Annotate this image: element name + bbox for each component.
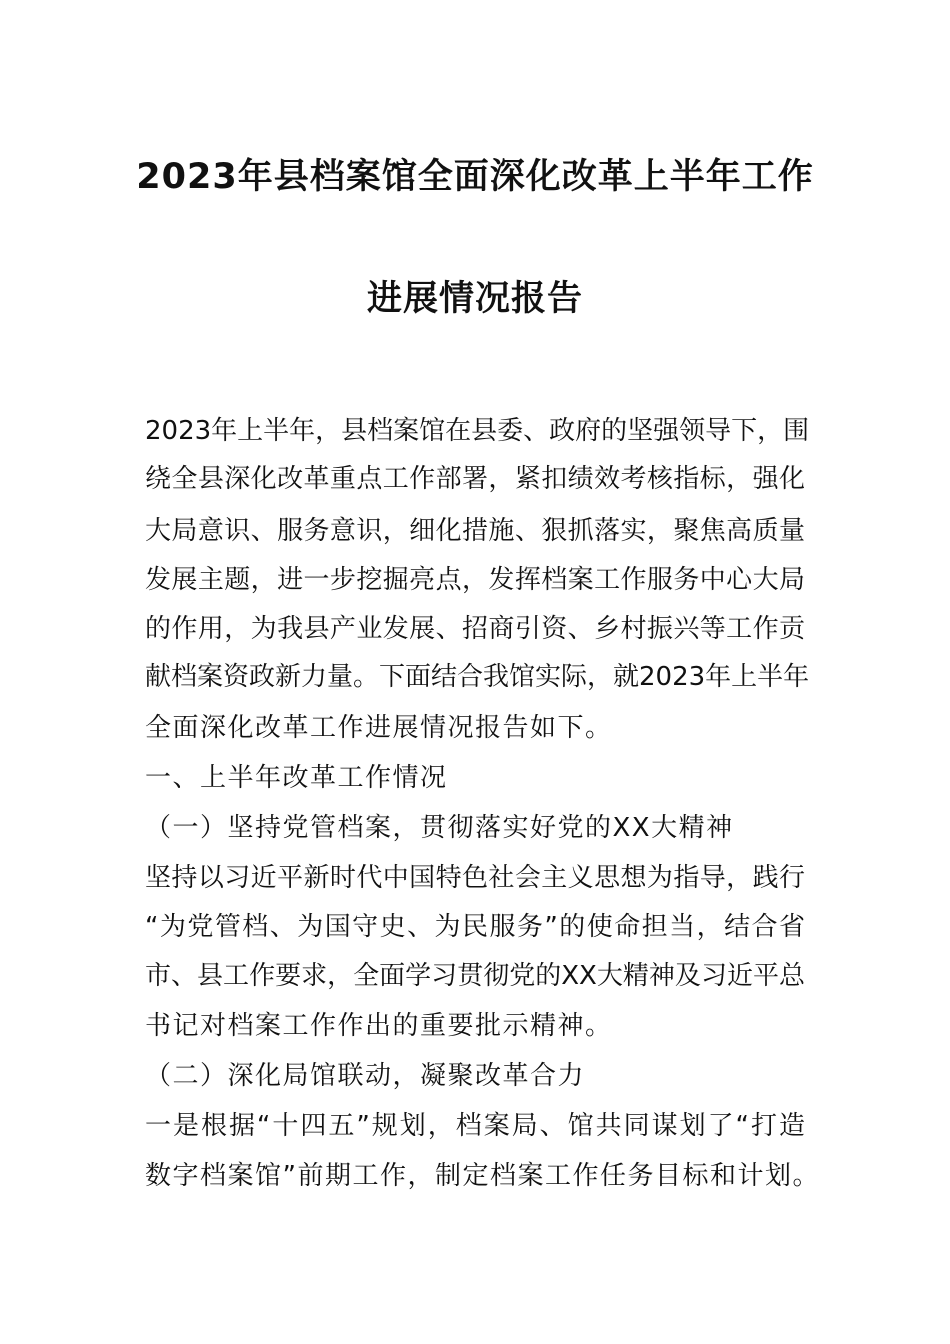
subsection-heading: （二）深化局馆联动，凝聚改革合力 (145, 1061, 586, 1091)
body-line: 献档案资政新力量。下面结合我馆实际，就2023年上半年 (145, 662, 810, 692)
subsection-heading: （一）坚持党管档案，贯彻落实好党的XX大精神 (145, 813, 734, 843)
body-line: 全面深化改革工作进展情况报告如下。 (145, 713, 613, 743)
document-title-line-2: 进展情况报告 (366, 279, 583, 319)
body-line: 一是根据“十四五”规划，档案局、馆共同谋划了“打造 (145, 1111, 805, 1141)
document-title-line-1: 2023年县档案馆全面深化改革上半年工作 (136, 157, 814, 197)
body-line: 市、县工作要求，全面学习贯彻党的XX大精神及习近平总 (145, 961, 805, 991)
body-line: 发展主题，进一步挖掘亮点，发挥档案工作服务中心大局 (145, 565, 805, 595)
body-line: 大局意识、服务意识，细化措施、狠抓落实，聚焦高质量 (145, 516, 805, 546)
body-line: 坚持以习近平新时代中国特色社会主义思想为指导，践行 (145, 863, 805, 893)
body-line: 2023年上半年，县档案馆在县委、政府的坚强领导下，围 (145, 416, 810, 446)
body-line: 绕全县深化改革重点工作部署，紧扣绩效考核指标，强化 (145, 464, 805, 494)
body-line: “为党管档、为国守史、为民服务”的使命担当，结合省 (145, 912, 805, 942)
body-line: 的作用，为我县产业发展、招商引资、乡村振兴等工作贡 (145, 614, 805, 644)
section-heading: 一、上半年改革工作情况 (145, 763, 448, 793)
body-line: 书记对档案工作作出的重要批示精神。 (145, 1011, 613, 1041)
body-line: 数字档案馆”前期工作，制定档案工作任务目标和计划。 (145, 1161, 820, 1191)
